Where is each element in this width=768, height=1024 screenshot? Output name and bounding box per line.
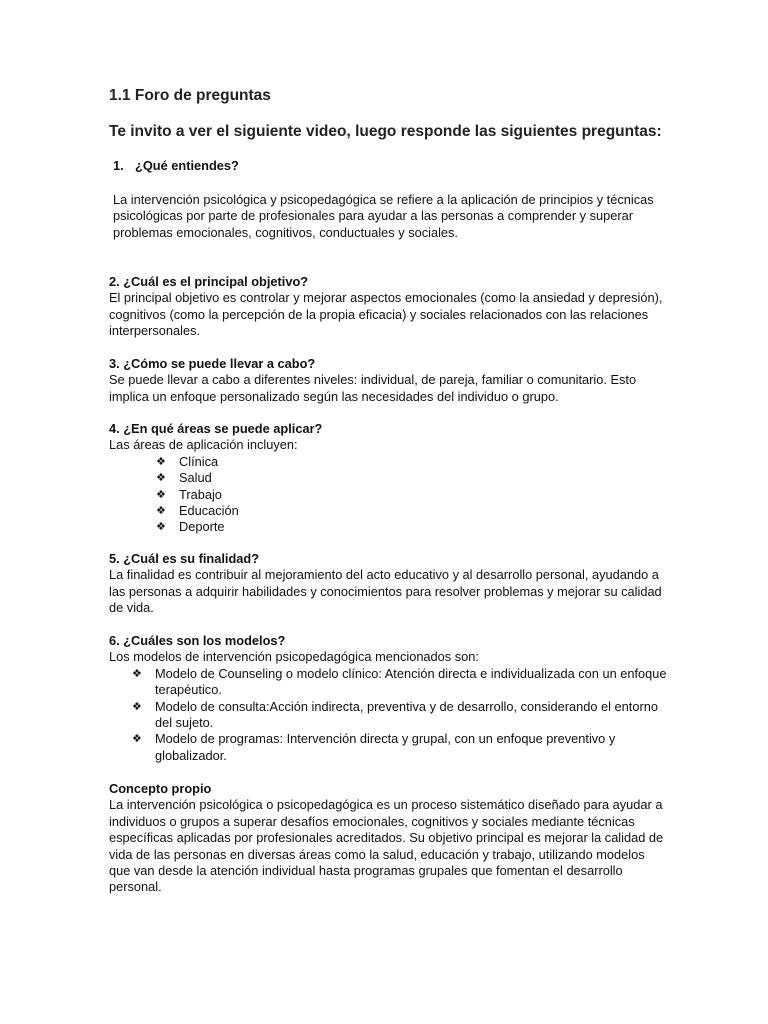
diamond-bullet-icon: ❖ <box>156 472 166 485</box>
diamond-bullet-icon: ❖ <box>156 488 166 501</box>
diamond-bullet-icon: ❖ <box>156 505 166 518</box>
question-5-block <box>109 551 669 617</box>
areas-list <box>156 453 669 536</box>
diamond-bullet-icon: ❖ <box>156 521 166 534</box>
list-item: ❖ Clínica <box>156 453 219 469</box>
list-item: ❖ Modelo de consulta:Acción indirecta, preventiva y de desarrollo, considerando el entorno del sujeto. <box>132 698 658 731</box>
question-1-text: ¿Qué entiendes? <box>135 158 239 173</box>
question-1-heading <box>113 158 239 173</box>
list-item: ❖ Modelo de programas: Intervención directa y grupal, con un enfoque preventivo y globalizador. <box>132 731 616 763</box>
question-6-answer: Los modelos de intervención psicopedagógica mencionados son: <box>109 649 479 665</box>
concepto-title: Concepto propio <box>109 781 212 796</box>
question-5-answer: La finalidad es contribuir al mejoramiento del acto educativo y al desarrollo personal, ayudando a las personas a adquirir habilidades y conocimientos para resolver problemas y mejorar su calidad de vida. <box>109 567 662 616</box>
section-title: 1.1 Foro de preguntas <box>109 87 271 104</box>
question-1-number: 1. <box>113 158 124 173</box>
diamond-bullet-icon: ❖ <box>156 455 166 468</box>
question-6-block <box>109 633 669 764</box>
diamond-bullet-icon: ❖ <box>132 667 142 680</box>
list-item: ❖ Salud <box>156 470 212 486</box>
question-3-heading: 3. ¿Cómo se puede llevar a cabo? <box>109 356 316 371</box>
diamond-bullet-icon: ❖ <box>132 700 142 713</box>
question-4-block <box>109 421 669 536</box>
question-2-heading: 2. ¿Cuál es el principal objetivo? <box>109 274 309 289</box>
question-2-answer: El principal objetivo es controlar y mejorar aspectos emocionales (como la ansiedad y depresión), cognitivos (como la percepción de la propia eficacia) y sociales relacionados con las relaciones interpersonales. <box>109 290 663 339</box>
intro-heading: Te invito a ver el siguiente video, luego responde las siguientes preguntas: <box>109 123 662 140</box>
question-4-heading: 4. ¿En qué áreas se puede aplicar? <box>109 421 323 436</box>
question-2-block <box>109 274 669 340</box>
question-6-heading: 6. ¿Cuáles son los modelos? <box>109 633 286 648</box>
list-item: ❖ Educación <box>156 503 239 519</box>
models-list <box>132 665 669 764</box>
diamond-bullet-icon: ❖ <box>132 733 142 746</box>
question-3-answer: Se puede llevar a cabo a diferentes niveles: individual, de pareja, familiar o comunitario. Esto implica un enfoque personalizado según las necesidades del individuo o grupo. <box>109 372 637 404</box>
list-item: ❖ Deporte <box>156 519 225 535</box>
list-item: ❖ Modelo de Counseling o modelo clínico: Atención directa e individualizada con un enfoque terapéutico. <box>132 665 667 698</box>
concepto-block <box>109 781 669 896</box>
question-5-heading: 5. ¿Cuál es su finalidad? <box>109 551 260 566</box>
question-4-answer: Las áreas de aplicación incluyen: <box>109 437 298 453</box>
question-3-block <box>109 356 669 405</box>
question-1-answer: La intervención psicológica y psicopedagógica se refiere a la aplicación de principios y técnicas psicológicas por parte de profesionales para ayudar a las personas a comprender y superar problemas emocionales, cognitivos, conductuales y sociales. <box>113 192 654 240</box>
concepto-text: La intervención psicológica o psicopedagógica es un proceso sistemático diseñado para ayudar a individuos o grupos a superar desafíos emocionales, cognitivos y sociales mediante técnicas específicas aplicadas por profesionales acreditados. Su objetivo principal es mejorar la calidad de vida de las personas en diversas áreas como la salud, educación y trabajo, utilizando modelos que van desde la atención individual hasta programas grupales que fomentan el desarrollo personal. <box>109 797 664 895</box>
list-item: ❖ Trabajo <box>156 486 222 502</box>
